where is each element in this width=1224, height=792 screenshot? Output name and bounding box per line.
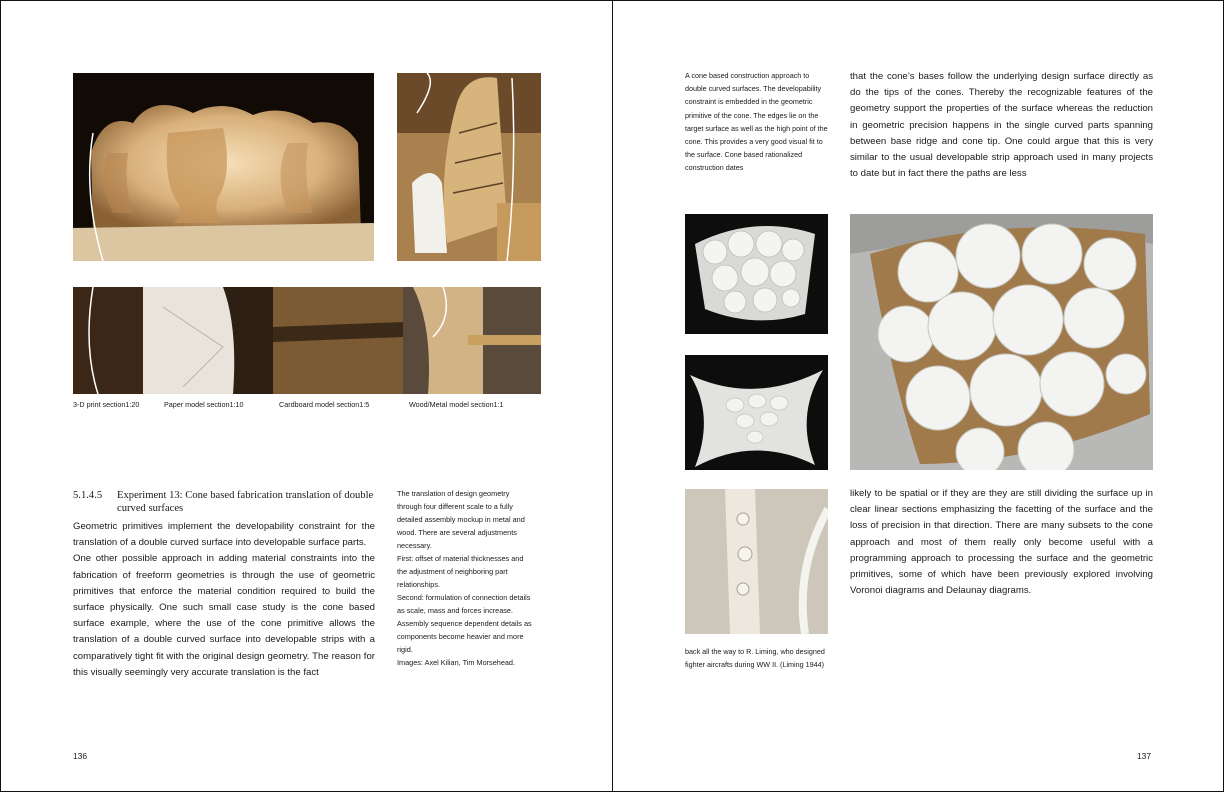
section-number: 5.1.4.5 <box>73 490 103 501</box>
photo-3d-print-model <box>73 73 374 261</box>
caption-3d-print: 3-D print section1:20 <box>73 400 140 409</box>
main-body-text <box>73 519 375 681</box>
photo-cone-surface-dark <box>685 214 828 334</box>
section-title: Experiment 13: Cone based fabrication translation of double curved surfaces <box>117 490 374 514</box>
page-number: 136 <box>73 751 87 761</box>
photo-cone-surface-large <box>850 214 1153 470</box>
photo-section-strip <box>73 287 541 394</box>
right-page <box>612 0 1224 792</box>
caption-paper-model: Paper model section1:10 <box>164 400 244 409</box>
caption-cardboard-model: Cardboard model section1:5 <box>279 400 370 409</box>
caption-wood-metal-model: Wood/Metal model section1:1 <box>409 400 504 409</box>
side-note-line: First: offset of material thicknesses and the adjustment of neighboring part relationships. <box>397 554 524 589</box>
photo-paper-model <box>397 73 541 261</box>
body-paragraph: Geometric primitives implement the developability constraint for the translation of a double curved surface into developable surface parts. <box>73 521 375 549</box>
page-number: 137 <box>1137 751 1151 761</box>
section-heading <box>73 489 383 519</box>
paragraph-top: that the cone’s bases follow the underlying design surface directly as do the tips of the cones. Thereby the recognizable features of the geometry support the properties of the surface whereas the reduction in geometric precision happens in the single curved parts spanning between base ridge and cone tip. One could argue that this is very similar to the usual developable strip approach used in many projects to date but in fact there the paths are less <box>850 71 1153 180</box>
photo-cone-strip-detail <box>685 489 828 634</box>
side-note-line: Assembly sequence dependent details as components become heavier and more rigid. <box>397 619 532 654</box>
side-note-line: The translation of design geometry through four different scale to a fully detailed assembly mockup in metal and wood. There are several adjustments necessary. <box>397 489 525 550</box>
body-paragraph: One other possible approach in adding material constraints into the fabrication of freeform geometries is through the use of geometric primitives that enforce the material condition required to build the surface physically. One such small case study is the cone based surface example, where the use of the cone primitive allows the translation of a double curved surface into developable strips with a comparatively tight fit with the original design geometry. The reason for this visually seemingly very accurate translation is the fact <box>73 553 375 678</box>
photo-cone-surface-concave <box>685 355 828 470</box>
side-note-line: Second: formulation of connection details as scale, mass and forces increase. <box>397 593 531 615</box>
side-note-top: A cone based construction approach to double curved surfaces. The developability constraint is embedded in the geometric primitive of the cone. The edges lie on the target surface as well as the high point of the cone. This provides a very good visual fit to the surface. Cone based rationalized construction dates <box>685 71 828 173</box>
side-note-line: Images: Axel Kilian, Tim Morsehead. <box>397 658 516 667</box>
paragraph-bottom: likely to be spatial or if they are they are still dividing the surface up in clear linear sections emphasizing the facetting of the surface and the loss of precision in that direction. There are many subsets to the cone approach and most of them really only become useful with a programming approach to processing the surface and the geometric primitives, some of which have been previously explored involving Voronoi diagrams and Delaunay diagrams. <box>850 488 1153 597</box>
side-note-bottom: back all the way to R. Liming, who designed fighter aircrafts during WW II. (Liming 1944) <box>685 647 825 669</box>
side-note <box>397 487 535 669</box>
